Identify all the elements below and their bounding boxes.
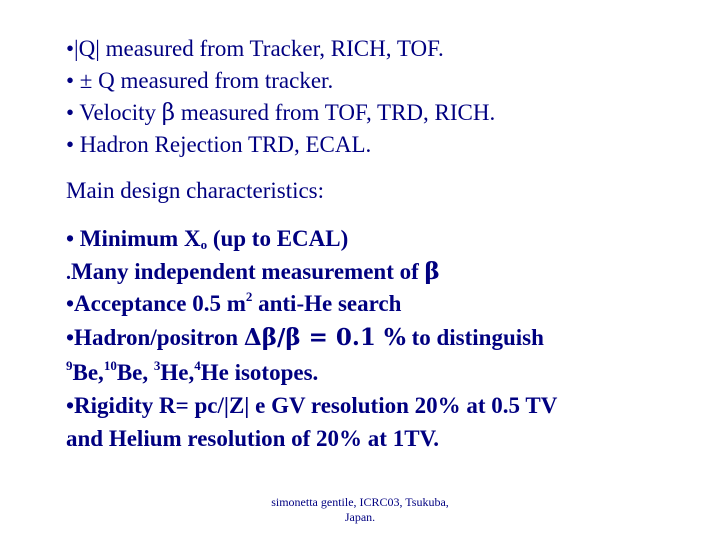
bullet-minimum-x0 bbox=[66, 226, 348, 252]
bullet-rigidity: •Rigidity R= pc/|Z| e GV resolution 20% at 0.5 TV bbox=[66, 393, 558, 418]
isotope-he: He isotopes. bbox=[200, 360, 319, 385]
isotope-be: Be, bbox=[116, 360, 154, 385]
slide-footer bbox=[230, 495, 490, 525]
beta-symbol: β bbox=[424, 258, 440, 285]
hadron-pre: •Hadron/positron bbox=[66, 325, 244, 350]
many-text: Many independent measurement of bbox=[71, 259, 425, 284]
isotope-mass-4: 4 bbox=[194, 358, 201, 373]
helium-resolution-line: and Helium resolution of 20% at 1TV. bbox=[66, 426, 439, 451]
bullet-charge-sign bbox=[66, 68, 333, 94]
isotope-mass-10: 10 bbox=[103, 358, 117, 373]
isotope-he: He, bbox=[160, 360, 195, 385]
bullet-independent-measurement bbox=[66, 258, 440, 285]
acceptance-pre: •Acceptance 0.5 m bbox=[66, 291, 246, 316]
velocity-text: measured from TOF, TRD, RICH. bbox=[175, 100, 496, 125]
isotopes-line bbox=[66, 360, 318, 386]
minimum-post: (up to ECAL) bbox=[207, 226, 349, 251]
bullet-acceptance bbox=[66, 291, 401, 317]
velocity-label: • Velocity bbox=[66, 100, 162, 125]
beta-symbol: β bbox=[161, 100, 176, 126]
minimum-sub: o bbox=[200, 237, 208, 252]
footer-line-1: simonetta gentile, ICRC03, Tsukuba, bbox=[271, 495, 449, 509]
bullet-hadron-positron bbox=[66, 324, 544, 351]
hadron-post: to distinguish bbox=[405, 325, 544, 350]
bullet-hadron-rejection: • Hadron Rejection TRD, ECAL. bbox=[66, 132, 372, 157]
footer-line-2: Japan. bbox=[344, 510, 376, 524]
charge-sign-label: • ± Q bbox=[66, 68, 115, 93]
acceptance-post: anti-He search bbox=[252, 291, 402, 316]
delta-beta-formula: Δβ/β = 0.1 % bbox=[243, 324, 406, 351]
minimum-pre: • Minimum X bbox=[66, 226, 201, 251]
isotope-mass-3: 3 bbox=[153, 358, 161, 373]
acceptance-sup: 2 bbox=[245, 289, 253, 304]
section-heading: Main design characteristics: bbox=[66, 178, 325, 203]
bullet-velocity bbox=[66, 100, 495, 126]
bullet-q-measured: •|Q| measured from Tracker, RICH, TOF. bbox=[66, 36, 444, 61]
charge-sign-text: measured from tracker. bbox=[114, 68, 334, 93]
small-bullet-dot: . bbox=[66, 262, 71, 284]
isotope-mass-9: 9 bbox=[66, 358, 73, 373]
isotope-be: Be, bbox=[72, 360, 104, 385]
